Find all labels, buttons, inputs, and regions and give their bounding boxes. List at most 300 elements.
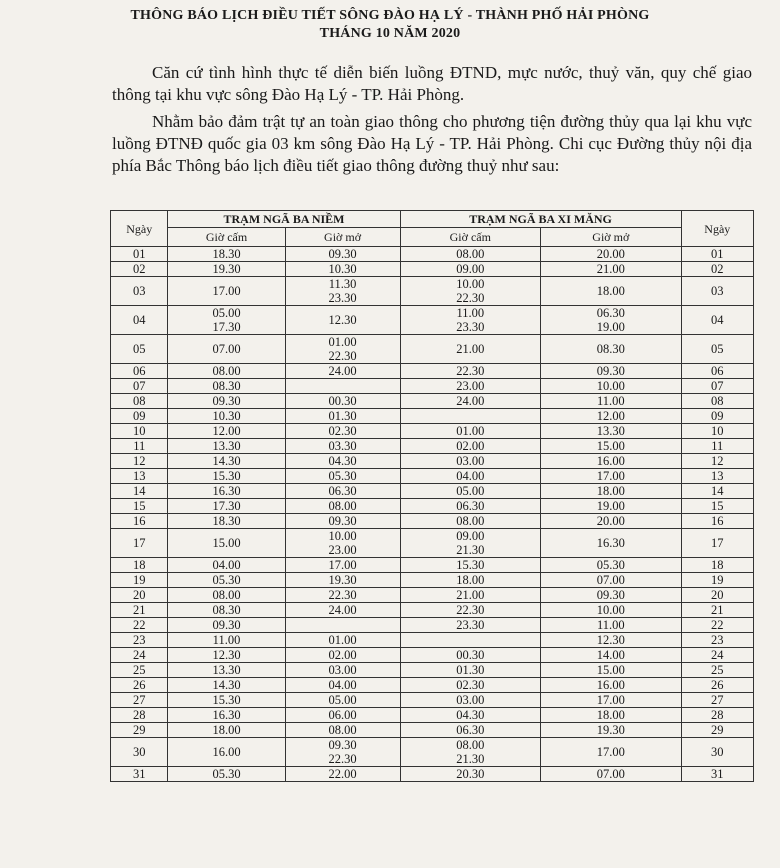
schedule-table [110,210,754,782]
time-value: 20.30 [456,767,485,781]
table-row [111,306,754,335]
time-value: 20.00 [596,247,625,261]
ximang-closed-cell [400,262,541,277]
day-cell-left: 15 [111,499,168,514]
time-value: 24.00 [328,603,357,617]
niem-open-cell [285,723,400,738]
ximang-closed-cell [400,247,541,262]
day-cell-left: 01 [111,247,168,262]
time-value: 05.30 [212,767,241,781]
time-value: 07.00 [596,767,625,781]
niem-closed-cell [168,618,285,633]
niem-open-cell [285,409,400,424]
table-row [111,693,754,708]
ximang-open-cell [541,558,682,573]
ximang-open-cell [541,723,682,738]
time-value: 16.30 [212,708,241,722]
day-cell-left: 22 [111,618,168,633]
ximang-open-cell [541,335,682,364]
time-value: 02.00 [328,648,357,662]
day-cell-left: 30 [111,738,168,767]
time-value: 02.00 [456,439,485,453]
time-value: 07.00 [212,342,241,356]
time-value: 22.30 [456,603,485,617]
time-value: 19.00 [596,320,625,334]
day-cell-right: 21 [681,603,753,618]
niem-open-cell [285,618,400,633]
niem-open-cell [285,529,400,558]
ximang-open-cell [541,277,682,306]
time-value: 15.30 [212,469,241,483]
niem-closed-cell [168,573,285,588]
table-row [111,738,754,767]
day-cell-left: 04 [111,306,168,335]
niem-open-cell [285,558,400,573]
time-value: 03.00 [456,693,485,707]
niem-open-cell [285,484,400,499]
niem-open-cell [285,306,400,335]
niem-closed-cell [168,738,285,767]
ximang-open-cell [541,379,682,394]
table-row [111,439,754,454]
day-cell-left: 03 [111,277,168,306]
time-value: 19.30 [212,262,241,276]
ximang-closed-header: Giờ cấm [400,228,541,247]
ximang-open-cell [541,573,682,588]
time-value: 17.00 [212,284,241,298]
time-value: 09.30 [596,588,625,602]
time-value: 18.00 [596,484,625,498]
niem-closed-cell [168,469,285,484]
ximang-open-cell [541,738,682,767]
time-value: 18.00 [596,708,625,722]
time-value: 10.30 [212,409,241,423]
ximang-open-cell [541,603,682,618]
niem-open-cell [285,262,400,277]
time-value: 01.00 [456,424,485,438]
niem-open-cell [285,767,400,782]
ximang-open-cell [541,262,682,277]
day-cell-right: 04 [681,306,753,335]
time-value: 10.30 [328,262,357,276]
day-cell-left: 19 [111,573,168,588]
time-value: 21.00 [456,342,485,356]
time-value: 24.00 [456,394,485,408]
niem-closed-cell [168,558,285,573]
time-value: 22.30 [328,349,357,363]
niem-open-cell [285,439,400,454]
day-cell-left: 10 [111,424,168,439]
ximang-closed-cell [400,708,541,723]
time-value: 03.00 [456,454,485,468]
table-row [111,603,754,618]
time-value: 16.00 [596,678,625,692]
ximang-closed-cell [400,588,541,603]
table-row [111,633,754,648]
niem-closed-cell [168,514,285,529]
day-cell-right: 30 [681,738,753,767]
day-cell-right: 28 [681,708,753,723]
time-value: 05.00 [328,693,357,707]
ximang-closed-cell [400,767,541,782]
ximang-open-cell [541,618,682,633]
table-row [111,379,754,394]
time-value: 23.30 [456,320,485,334]
ximang-open-cell [541,394,682,409]
notice-paragraph: Nhằm bảo đảm trật tự an toàn giao thông cho phương tiện đường thủy qua lại khu vực luồng ĐTNĐ quốc gia 03 km sông Đào Hạ Lý - TP. Hải Phòng. Chi cục Đường thủy nội địa phía Bắc Thông báo lịch điều tiết giao thông đường thuỷ như sau: [112,112,752,175]
time-value: 08.30 [212,379,241,393]
station-nga-ba-xi-mang-header: TRẠM NGÃ BA XI MĂNG [400,211,681,228]
day-cell-left: 23 [111,633,168,648]
time-value: 07.00 [596,573,625,587]
niem-closed-header: Giờ cấm [168,228,285,247]
ximang-open-cell [541,499,682,514]
day-cell-left: 11 [111,439,168,454]
time-value: 11.00 [596,394,625,408]
ximang-closed-cell [400,439,541,454]
table-row [111,678,754,693]
niem-closed-cell [168,484,285,499]
time-value: 16.00 [596,454,625,468]
day-cell-right: 24 [681,648,753,663]
table-row [111,588,754,603]
time-value: 22.30 [456,291,485,305]
time-value: 21.30 [456,543,485,557]
time-value: 13.30 [212,439,241,453]
time-value: 08.00 [328,723,357,737]
day-header-left: Ngày [111,211,168,247]
time-value: 14.30 [212,678,241,692]
time-value: 15.30 [456,558,485,572]
ximang-closed-cell [400,738,541,767]
time-value: 11.30 [328,277,357,291]
day-cell-left: 09 [111,409,168,424]
time-value: 10.00 [328,529,357,543]
day-cell-right: 14 [681,484,753,499]
time-value: 02.30 [456,678,485,692]
time-value: 17.00 [328,558,357,572]
ximang-closed-cell [400,678,541,693]
day-cell-left: 24 [111,648,168,663]
time-value: 23.00 [456,379,485,393]
document-title: THÔNG BÁO LỊCH ĐIỀU TIẾT SÔNG ĐÀO HẠ LÝ - THÀNH PHỐ HẢI PHÒNG [130,8,650,23]
ximang-closed-cell [400,499,541,514]
time-value: 08.00 [328,499,357,513]
intro-paragraph: Căn cứ tình hình thực tế diễn biến luồng ĐTND, mực nước, thuỷ văn, quy chế giao thông tại khu vực sông Đào Hạ Lý - TP. Hải Phòng. [112,63,752,104]
time-value: 15.30 [212,693,241,707]
niem-closed-cell [168,663,285,678]
table-row [111,618,754,633]
table-row [111,514,754,529]
ximang-open-cell [541,247,682,262]
ximang-closed-cell [400,633,541,648]
niem-closed-cell [168,454,285,469]
table-row [111,484,754,499]
time-value: 09.30 [212,394,241,408]
table-row [111,767,754,782]
ximang-closed-cell [400,529,541,558]
table-row [111,529,754,558]
ximang-open-cell [541,529,682,558]
time-value: 06.00 [328,708,357,722]
table-row [111,394,754,409]
time-value: 18.30 [212,247,241,261]
table-row [111,663,754,678]
day-cell-left: 26 [111,678,168,693]
niem-closed-cell [168,364,285,379]
ximang-closed-cell [400,663,541,678]
ximang-closed-cell [400,469,541,484]
day-cell-left: 02 [111,262,168,277]
time-value: 06.30 [328,484,357,498]
niem-open-cell [285,693,400,708]
day-cell-right: 31 [681,767,753,782]
day-cell-right: 02 [681,262,753,277]
time-value: 08.30 [596,342,625,356]
time-value: 01.30 [328,409,357,423]
ximang-open-cell [541,469,682,484]
ximang-closed-cell [400,558,541,573]
time-value: 17.00 [596,469,625,483]
day-cell-right: 23 [681,633,753,648]
time-value: 06.30 [456,499,485,513]
ximang-closed-cell [400,454,541,469]
time-value: 11.00 [212,633,241,647]
niem-closed-cell [168,723,285,738]
time-value: 05.30 [328,469,357,483]
time-value: 04.30 [328,454,357,468]
ximang-open-cell [541,306,682,335]
time-value: 18.00 [456,573,485,587]
ximang-open-cell [541,424,682,439]
day-cell-right: 29 [681,723,753,738]
niem-closed-cell [168,306,285,335]
ximang-closed-cell [400,693,541,708]
time-value: 18.00 [212,723,241,737]
ximang-closed-cell [400,306,541,335]
table-row [111,364,754,379]
time-value: 12.30 [212,648,241,662]
ximang-closed-cell [400,364,541,379]
niem-open-cell [285,469,400,484]
niem-open-cell [285,588,400,603]
ximang-closed-cell [400,424,541,439]
time-value: 11.00 [456,306,485,320]
time-value: 05.30 [212,573,241,587]
schedule-body [111,247,754,782]
ximang-closed-cell [400,603,541,618]
time-value: 09.00 [456,262,485,276]
time-value: 12.00 [596,409,625,423]
table-row [111,708,754,723]
time-value: 09.30 [596,364,625,378]
day-cell-left: 13 [111,469,168,484]
time-value: 03.00 [328,663,357,677]
day-cell-right: 11 [681,439,753,454]
day-cell-right: 10 [681,424,753,439]
table-row [111,573,754,588]
ximang-open-cell [541,588,682,603]
niem-closed-cell [168,767,285,782]
day-cell-right: 01 [681,247,753,262]
time-value: 16.30 [596,536,625,550]
table-row [111,424,754,439]
niem-closed-cell [168,693,285,708]
day-header-right: Ngày [681,211,753,247]
niem-closed-cell [168,648,285,663]
day-cell-left: 21 [111,603,168,618]
table-row [111,558,754,573]
ximang-open-cell [541,663,682,678]
ximang-open-header: Giờ mở [541,228,682,247]
time-value: 18.30 [212,514,241,528]
table-row [111,454,754,469]
time-value: 12.30 [328,313,357,327]
time-value: 16.30 [212,484,241,498]
time-value: 01.00 [328,633,357,647]
niem-open-cell [285,499,400,514]
time-value: 21.30 [456,752,485,766]
time-value: 14.00 [596,648,625,662]
table-row [111,723,754,738]
time-value: 22.00 [328,767,357,781]
niem-open-cell [285,379,400,394]
niem-open-cell [285,678,400,693]
day-cell-right: 19 [681,573,753,588]
day-cell-left: 20 [111,588,168,603]
table-row [111,262,754,277]
ximang-closed-cell [400,409,541,424]
niem-open-cell [285,364,400,379]
niem-closed-cell [168,394,285,409]
ximang-closed-cell [400,335,541,364]
time-value: 02.30 [328,424,357,438]
time-value: 04.00 [456,469,485,483]
time-value: 08.00 [456,247,485,261]
time-value: 15.00 [596,439,625,453]
time-value: 03.30 [328,439,357,453]
niem-closed-cell [168,633,285,648]
niem-closed-cell [168,262,285,277]
day-cell-left: 07 [111,379,168,394]
ximang-closed-cell [400,277,541,306]
time-value: 13.30 [212,663,241,677]
time-value: 16.00 [212,745,241,759]
time-value: 15.00 [212,536,241,550]
day-cell-right: 20 [681,588,753,603]
ximang-closed-cell [400,573,541,588]
time-value: 18.00 [596,284,625,298]
day-cell-right: 16 [681,514,753,529]
niem-closed-cell [168,588,285,603]
time-value: 12.30 [596,633,625,647]
table-row [111,335,754,364]
niem-open-cell [285,394,400,409]
ximang-open-cell [541,708,682,723]
time-value: 20.00 [596,514,625,528]
time-value: 22.30 [456,364,485,378]
time-value: 17.30 [212,499,241,513]
time-value: 12.00 [212,424,241,438]
time-value: 14.30 [212,454,241,468]
day-cell-right: 05 [681,335,753,364]
niem-closed-cell [168,499,285,514]
time-value: 01.30 [456,663,485,677]
niem-open-cell [285,633,400,648]
niem-closed-cell [168,439,285,454]
time-value: 11.00 [596,618,625,632]
ximang-closed-cell [400,379,541,394]
ximang-closed-cell [400,723,541,738]
time-value: 17.30 [212,320,241,334]
time-value: 08.30 [212,603,241,617]
day-cell-right: 07 [681,379,753,394]
time-value: 09.30 [328,247,357,261]
day-cell-left: 08 [111,394,168,409]
ximang-open-cell [541,633,682,648]
day-cell-left: 29 [111,723,168,738]
niem-closed-cell [168,424,285,439]
ximang-closed-cell [400,484,541,499]
time-value: 04.00 [328,678,357,692]
station-nga-ba-niem-header: TRẠM NGÃ BA NIỀM [168,211,400,228]
ximang-closed-cell [400,648,541,663]
time-value: 10.00 [596,379,625,393]
ximang-open-cell [541,484,682,499]
niem-open-cell [285,708,400,723]
day-cell-right: 25 [681,663,753,678]
day-cell-left: 14 [111,484,168,499]
time-value: 19.00 [596,499,625,513]
time-value: 09.30 [212,618,241,632]
time-value: 05.30 [596,558,625,572]
niem-closed-cell [168,277,285,306]
time-value: 21.00 [456,588,485,602]
niem-closed-cell [168,247,285,262]
time-value: 08.00 [212,588,241,602]
niem-closed-cell [168,603,285,618]
day-cell-left: 12 [111,454,168,469]
day-cell-right: 26 [681,678,753,693]
niem-open-cell [285,424,400,439]
day-cell-left: 18 [111,558,168,573]
niem-closed-cell [168,335,285,364]
time-value: 23.00 [328,543,357,557]
day-cell-right: 08 [681,394,753,409]
time-value: 17.00 [596,693,625,707]
time-value: 10.00 [596,603,625,617]
day-cell-left: 06 [111,364,168,379]
day-cell-right: 13 [681,469,753,484]
day-cell-right: 15 [681,499,753,514]
time-value: 06.30 [456,723,485,737]
ximang-closed-cell [400,618,541,633]
niem-open-cell [285,573,400,588]
niem-open-cell [285,335,400,364]
ximang-closed-cell [400,514,541,529]
table-row [111,648,754,663]
ximang-open-cell [541,678,682,693]
time-value: 23.30 [456,618,485,632]
time-value: 05.00 [212,306,241,320]
day-cell-left: 25 [111,663,168,678]
table-row [111,499,754,514]
niem-open-cell [285,277,400,306]
time-value: 06.30 [596,306,625,320]
ximang-open-cell [541,454,682,469]
day-cell-left: 28 [111,708,168,723]
table-row [111,247,754,262]
